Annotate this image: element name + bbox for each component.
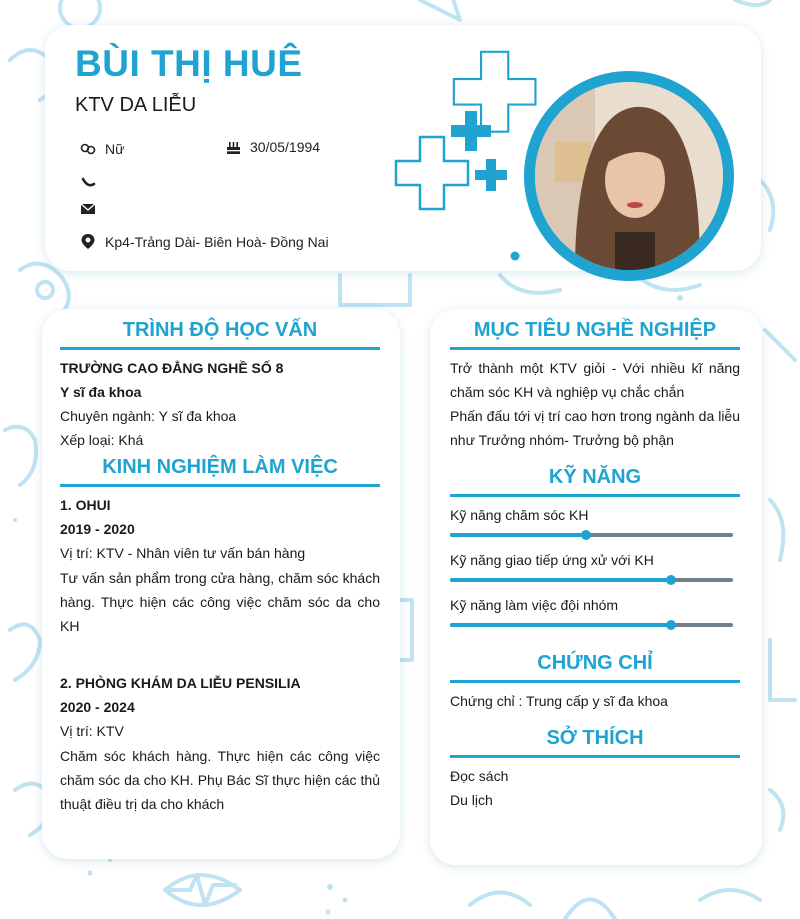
objective-section-title: MỤC TIÊU NGHỀ NGHIỆP [473, 319, 717, 341]
skill-label: Kỹ năng chăm sóc KH [450, 507, 589, 523]
candidate-name: BÙI THỊ HUÊ [75, 43, 303, 84]
gender-value: Nữ [105, 141, 125, 157]
cake-icon [226, 139, 241, 155]
skill-bar-knob [666, 575, 676, 585]
birthday-value: 30/05/1994 [250, 139, 321, 155]
certificate-item: Chứng chỉ : Trung cấp y sĩ đa khoa [450, 693, 668, 709]
candidate-job-title: KTV DA LIỄU [75, 94, 197, 116]
skill-bar-fill [450, 578, 671, 582]
hobbies-divider [450, 755, 740, 758]
hobbies-section-title: SỞ THÍCH [546, 727, 644, 749]
job-description: Chăm sóc khách hàng. Thực hiện các công việc chăm sóc da cho KH. Phụ Bác Sĩ thực hiện các thủ thuật điều trị da cho khách [60, 748, 380, 812]
skills-section-title: KỸ NĂNG [548, 466, 642, 488]
job-company: 1. OHUI [60, 497, 111, 513]
birthday-info [226, 139, 320, 155]
certificates-divider [450, 680, 740, 683]
skill-bar [450, 533, 733, 537]
experience-section-title: KINH NGHIỆM LÀM VIỆC [102, 456, 338, 478]
address-info [80, 233, 329, 251]
location-pin-icon [80, 233, 96, 251]
objective-text: Phấn đấu tới vị trí cao hơn trong ngành da liễu như Trưởng nhóm- Trưởng bộ phận [450, 408, 740, 448]
gender-icon [80, 142, 96, 156]
skills-divider [450, 494, 740, 497]
job-position: Vị trí: KTV - Nhân viên tư vấn bán hàng [60, 545, 306, 561]
job-company: 2. PHÒNG KHÁM DA LIỄU PENSILIA [60, 675, 301, 691]
phone-icon [80, 176, 96, 188]
mail-icon [80, 203, 96, 215]
job-period: 2020 - 2024 [60, 699, 135, 715]
education-section-title: TRÌNH ĐỘ HỌC VẤN [122, 319, 318, 341]
profile-photo [535, 82, 723, 270]
hobby-item: Du lịch [450, 792, 493, 808]
skill-bar-knob [666, 620, 676, 630]
education-school: TRƯỜNG CAO ĐẲNG NGHỀ SỐ 8 [60, 360, 284, 376]
job-description: Tư vấn sản phẩm trong cửa hàng, chăm sóc khách hàng. Thực hiện các công việc chăm sóc da cho KH [60, 570, 380, 634]
skill-bar-knob [581, 530, 591, 540]
job-position: Vị trí: KTV [60, 723, 124, 739]
email-info [80, 203, 105, 215]
education-divider [60, 347, 380, 350]
education-grade: Xếp loại: Khá [60, 432, 144, 448]
experience-divider [60, 484, 380, 487]
hobby-item: Đọc sách [450, 768, 509, 784]
skill-bar-fill [450, 623, 671, 627]
skill-bar-fill [450, 533, 586, 537]
phone-info [80, 176, 105, 188]
skill-bar [450, 623, 733, 627]
skill-bar [450, 578, 733, 582]
objective-divider [450, 347, 740, 350]
skill-label: Kỹ năng giao tiếp ứng xử với KH [450, 552, 654, 568]
certificates-section-title: CHỨNG CHỈ [537, 652, 653, 674]
address-value: Kp4-Trảng Dài- Biên Hoà- Đồng Nai [105, 234, 329, 250]
gender-info [80, 141, 124, 157]
education-degree: Y sĩ đa khoa [60, 384, 142, 400]
job-period: 2019 - 2020 [60, 521, 135, 537]
objective-text: Trở thành một KTV giỏi - Với nhiều kĩ năng chăm sóc KH và nghiệp vụ chắc chắn [450, 360, 740, 400]
skill-label: Kỹ năng làm việc đội nhóm [450, 597, 619, 613]
education-major: Chuyên ngành: Y sĩ đa khoa [60, 408, 237, 424]
